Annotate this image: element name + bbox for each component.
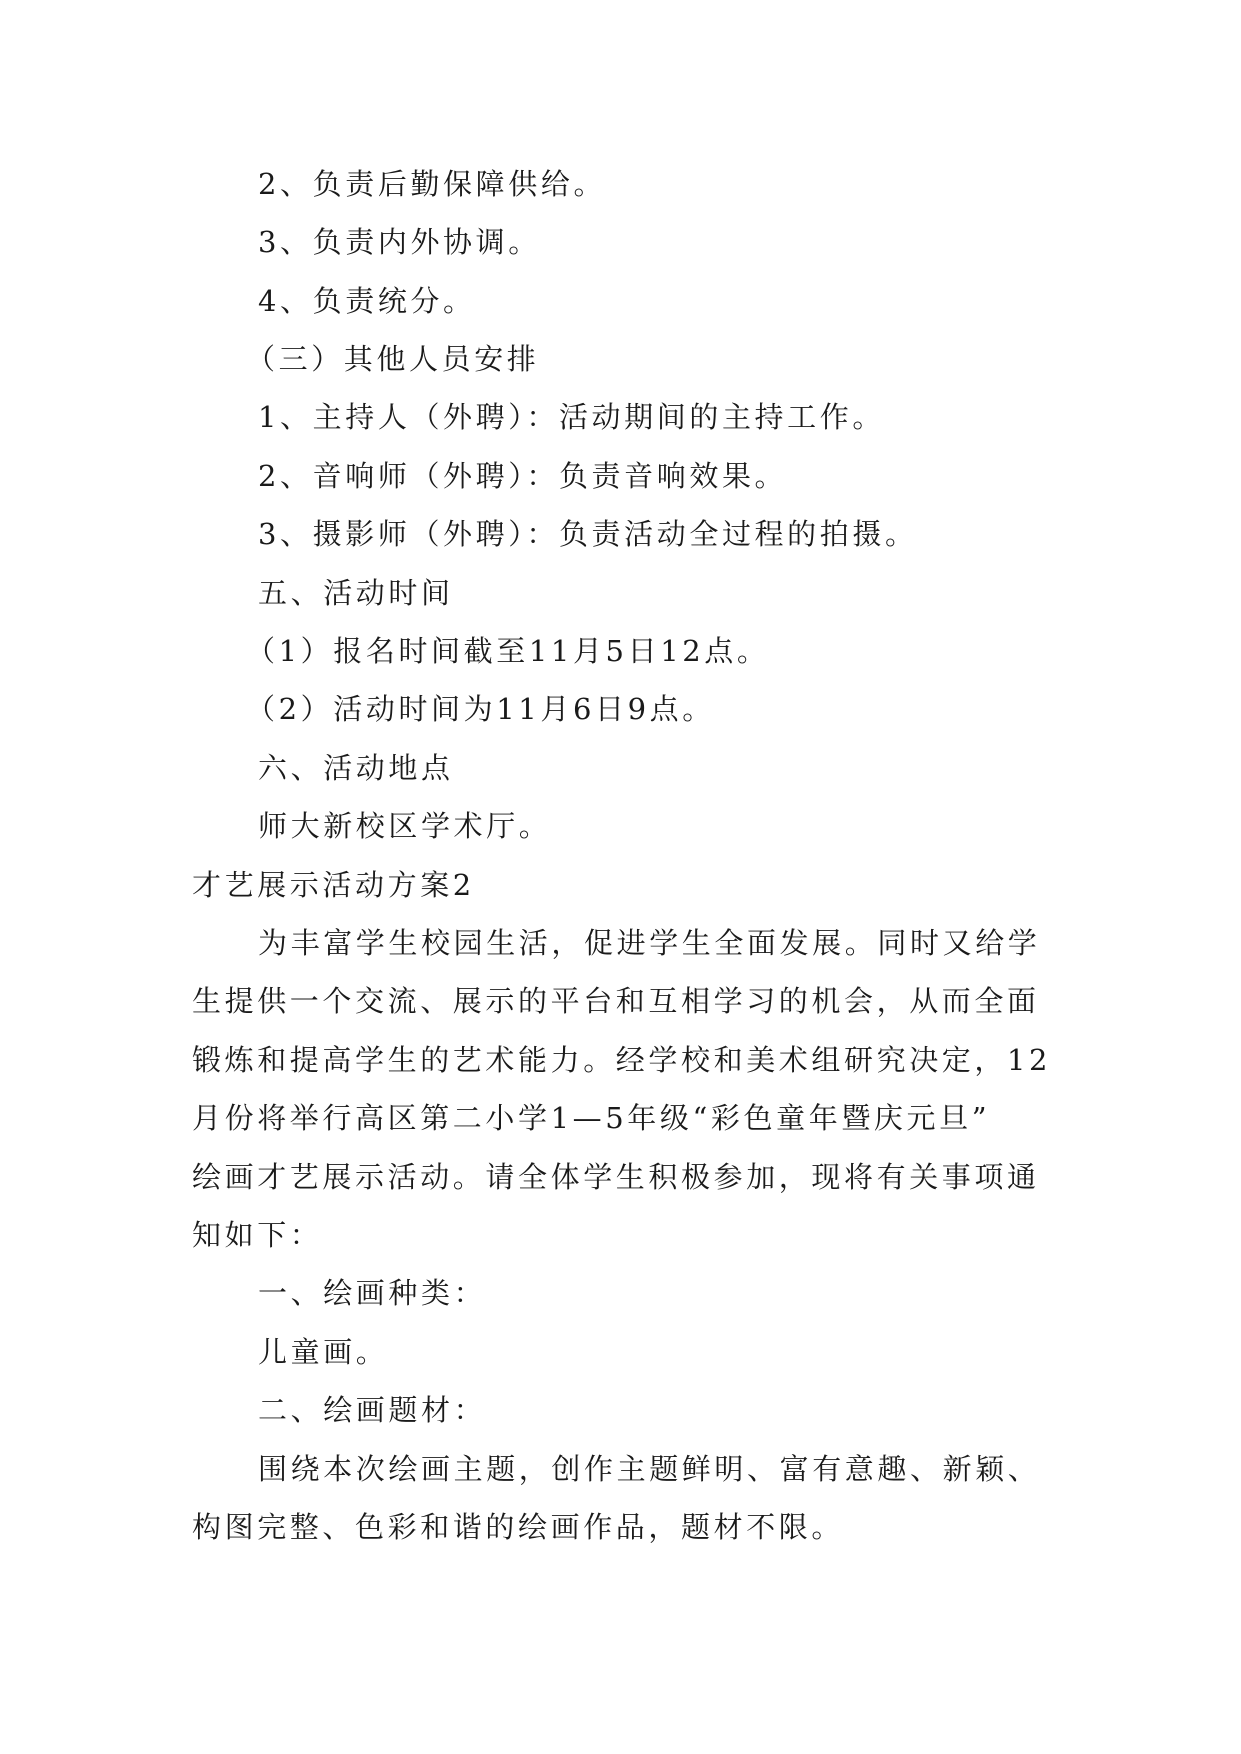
section-heading: 一、绘画种类： — [258, 1276, 487, 1310]
text-line: 3、摄影师（外聘）：负责活动全过程的拍摄。 — [258, 517, 918, 551]
paragraph-line: 月份将举行高区第二小学1—5年级“彩色童年暨庆元旦” — [192, 1101, 991, 1135]
text-line: （2）活动时间为11月6日9点。 — [246, 692, 715, 726]
section-heading: 六、活动地点 — [258, 751, 454, 785]
document-title: 才艺展示活动方案2 — [192, 868, 475, 902]
paragraph-line: 围绕本次绘画主题，创作主题鲜明、富有意趣、新颖、 — [258, 1452, 1041, 1486]
paragraph-line: 绘画才艺展示活动。请全体学生积极参加，现将有关事项通 — [192, 1160, 1040, 1194]
paragraph-line: 知如下： — [192, 1218, 323, 1252]
text-line: 4、负责统分。 — [258, 284, 476, 318]
text-line: 师大新校区学术厅。 — [258, 809, 552, 843]
text-line: 儿童画。 — [258, 1335, 389, 1369]
paragraph-line: 为丰富学生校园生活，促进学生全面发展。同时又给学 — [258, 926, 1041, 960]
text-line: 2、负责后勤保障供给。 — [258, 167, 607, 201]
paragraph-line: 锻炼和提高学生的艺术能力。经学校和美术组研究决定，12 — [192, 1043, 1052, 1077]
paragraph-line: 生提供一个交流、展示的平台和互相学习的机会，从而全面 — [192, 984, 1040, 1018]
text-line: （1）报名时间截至11月5日12点。 — [246, 634, 770, 668]
text-line: 3、负责内外协调。 — [258, 225, 541, 259]
section-heading: （三）其他人员安排 — [246, 342, 540, 376]
text-line: 1、主持人（外聘）：活动期间的主持工作。 — [258, 400, 885, 434]
section-heading: 五、活动时间 — [258, 576, 454, 610]
text-line: 2、音响师（外聘）：负责音响效果。 — [258, 459, 788, 493]
section-heading: 二、绘画题材： — [258, 1393, 487, 1427]
paragraph-line: 构图完整、色彩和谐的绘画作品，题材不限。 — [192, 1510, 845, 1544]
